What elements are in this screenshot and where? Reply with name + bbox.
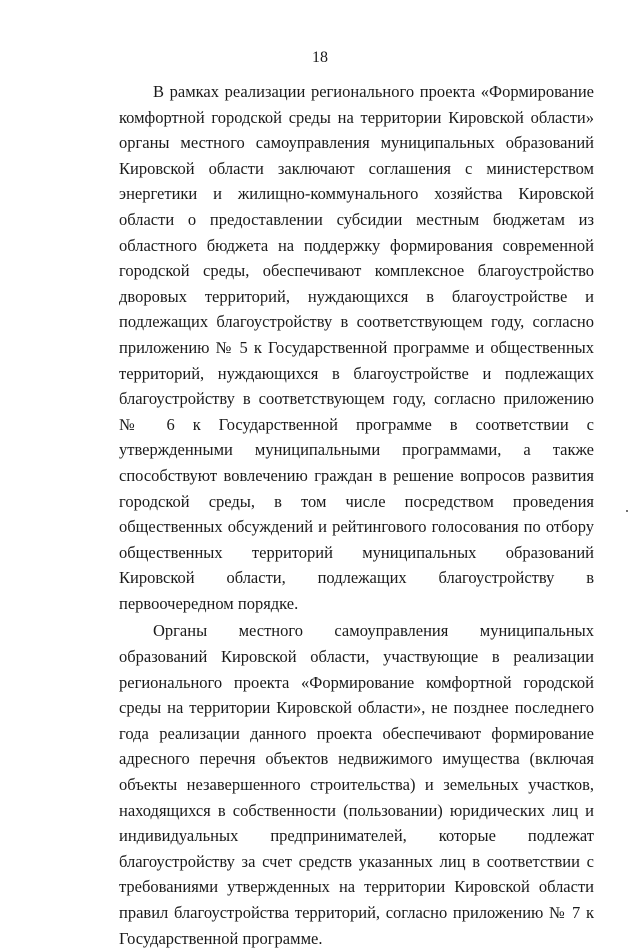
paragraph-address-list-formation: Органы местного самоуправления муниципальных образований Кировской области, участвующие в реализации регионального проекта «Формирование комфортной городской среды на территории Кировской области», не позднее последнего года реализации данного проекта обеспечивают формирование адресного перечня объектов недвижимого имущества (включая объекты незавершенного строительства) и земельных участков, находящихся в собственности (пользовании) юридических лиц и индивидуальных предпринимателей, которые подлежат благоустройству за счет средств указанных лиц в соответствии с требованиями утвержденных на территории Кировской области правил благоустройства территорий, согласно приложению № 7 к Государственной программе.: [119, 621, 594, 948]
page-number: 18: [312, 49, 328, 66]
paragraph-regional-project-agreements: В рамках реализации регионального проекта «Формирование комфортной городской среды на территории Кировской области» органы местного самоуправления муниципальных образований Кировской области заключают соглашения с министерством энергетики и жилищно-коммунального хозяйства Кировской области о предоставлении субсидии местным бюджетам из областного бюджета на поддержку формирования современной городской среды, обеспечивают комплексное благоустройство дворовых территорий, нуждающихся в благоустройстве и подлежащих благоустройству в соответствующем году, согласно приложению № 5 к Государственной программе и общественных территорий, нуждающихся в благоустройстве и подлежащих благоустройству в соответствующем году, согласно приложению № 6 к Государственной программе в соответствии с утвержденными муниципальными программами, а также способствуют вовлечению граждан в решение вопросов развития городской среды, в том числе посредством проведения общественных обсуждений и рейтингового голосования по отбору общественных территорий муниципальных образований Кировской области, подлежащих благоустройству в первоочередном порядке.: [119, 82, 594, 613]
document-body: [119, 79, 594, 951]
scan-speck-mark: [626, 510, 628, 512]
